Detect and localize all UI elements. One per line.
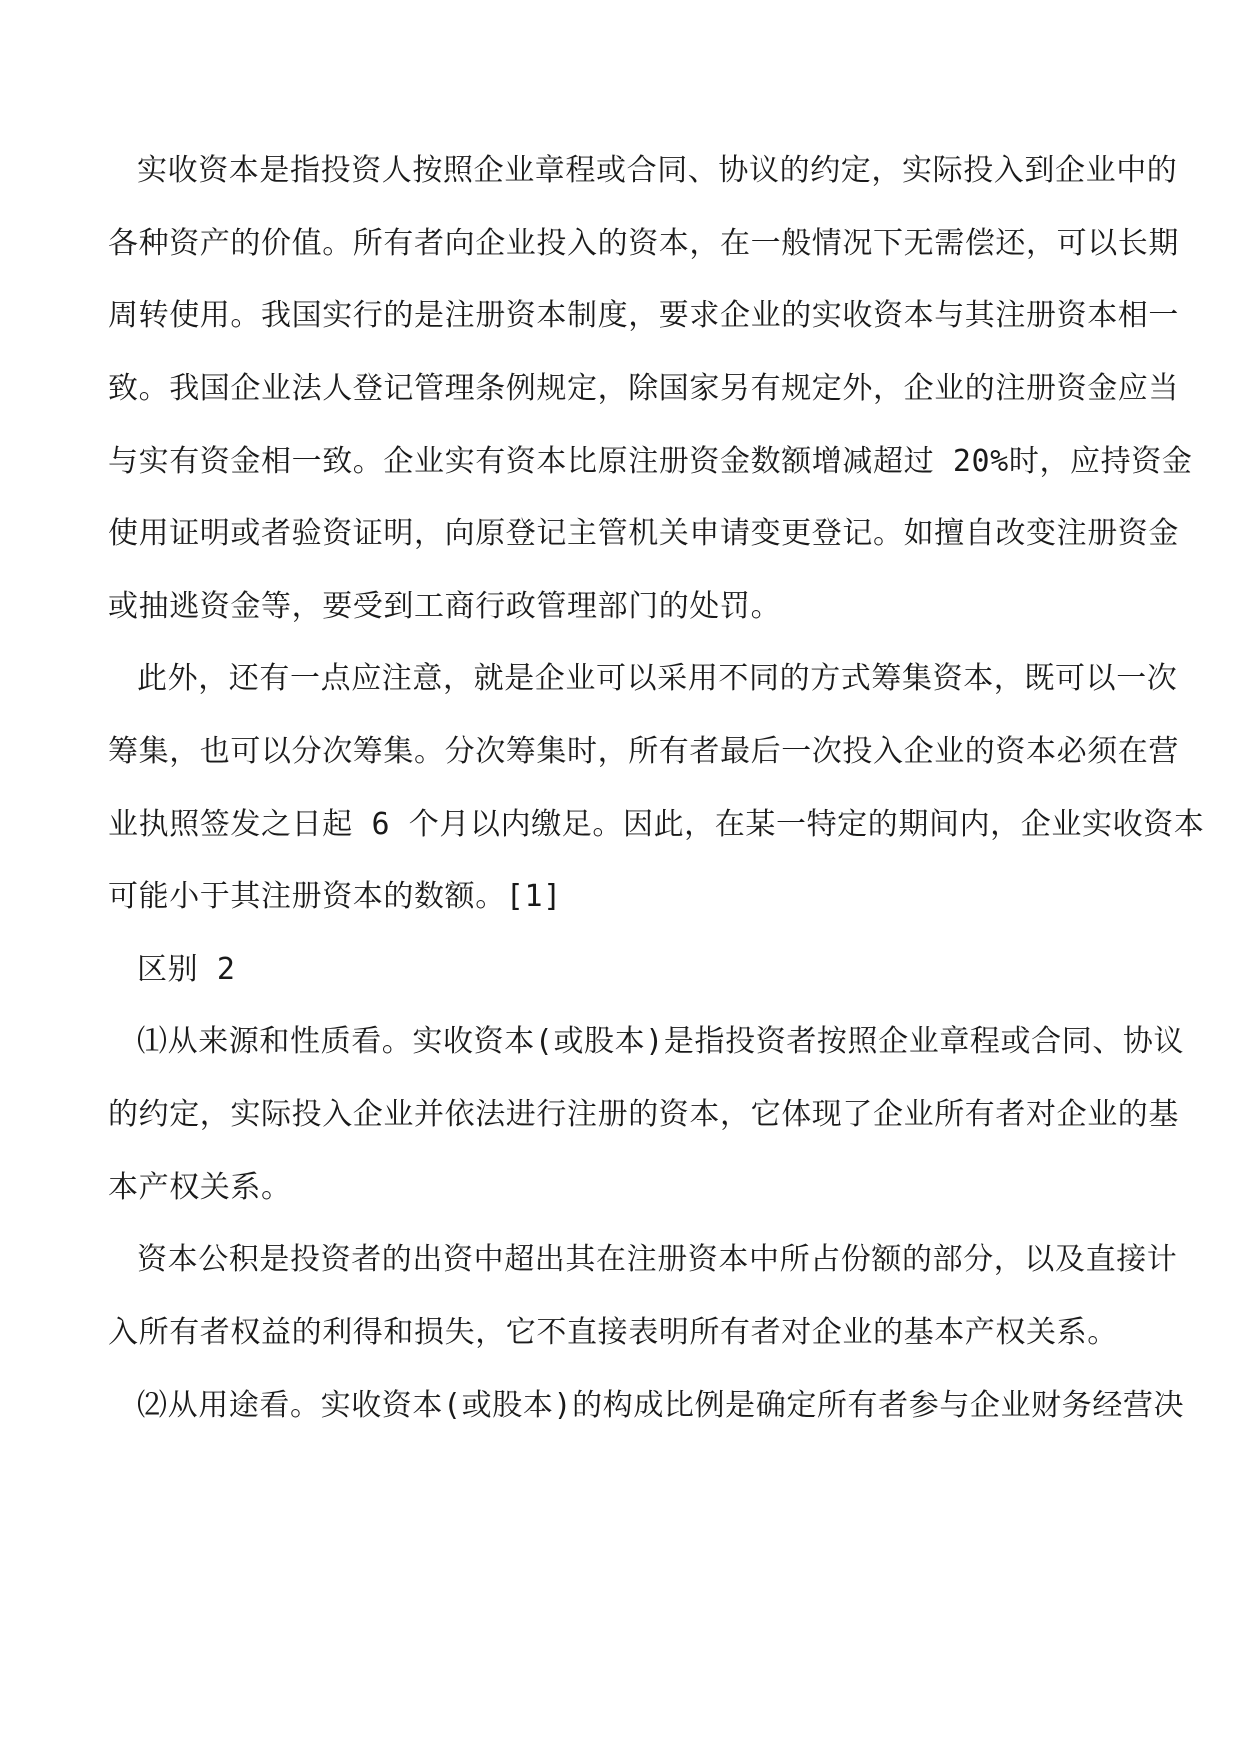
paragraph-3-line-1: ⑴从来源和性质看。实收资本(或股本)是指投资者按照企业章程或合同、协议 — [137, 1024, 1185, 1059]
paragraph-1-line-1: 实收资本是指投资人按照企业章程或合同、协议的约定，实际投入到企业中的 — [137, 153, 1178, 188]
paragraph-1-line-2: 各种资产的价值。所有者向企业投入的资本，在一般情况下无需偿还，可以长期 — [108, 226, 1179, 261]
paragraph-2-line-1: 此外，还有一点应注意，就是企业可以采用不同的方式筹集资本，既可以一次 — [137, 661, 1178, 696]
paragraph-1-line-6: 使用证明或者验资证明，向原登记主管机关申请变更登记。如擅自改变注册资金 — [108, 516, 1179, 551]
paragraph-1-line-5: 与实有资金相一致。企业实有资本比原注册资金数额增减超过 20%时，应持资金 — [108, 444, 1193, 479]
section-heading: 区别 2 — [137, 952, 236, 987]
paragraph-1-line-4: 致。我国企业法人登记管理条例规定，除国家另有规定外，企业的注册资金应当 — [108, 371, 1179, 406]
paragraph-2-line-2: 筹集，也可以分次筹集。分次筹集时，所有者最后一次投入企业的资本必须在营 — [108, 734, 1179, 769]
paragraph-3-line-2: 的约定，实际投入企业并依法进行注册的资本，它体现了企业所有者对企业的基 — [108, 1097, 1179, 1132]
paragraph-3-line-3: 本产权关系。 — [108, 1170, 292, 1205]
paragraph-1-line-3: 周转使用。我国实行的是注册资本制度，要求企业的实收资本与其注册资本相一 — [108, 298, 1179, 333]
paragraph-1-line-7: 或抽逃资金等，要受到工商行政管理部门的处罚。 — [108, 589, 782, 624]
paragraph-2-line-4: 可能小于其注册资本的数额。[1] — [108, 879, 562, 914]
paragraph-4-line-1: 资本公积是投资者的出资中超出其在注册资本中所占份额的部分，以及直接计 — [137, 1242, 1178, 1277]
paragraph-5-line-1: ⑵从用途看。实收资本(或股本)的构成比例是确定所有者参与企业财务经营决 — [137, 1388, 1185, 1423]
paragraph-2-line-3: 业执照签发之日起 6 个月以内缴足。因此，在某一特定的期间内，企业实收资本 — [108, 807, 1205, 842]
paragraph-4-line-2: 入所有者权益的利得和损失，它不直接表明所有者对企业的基本产权关系。 — [108, 1315, 1118, 1350]
